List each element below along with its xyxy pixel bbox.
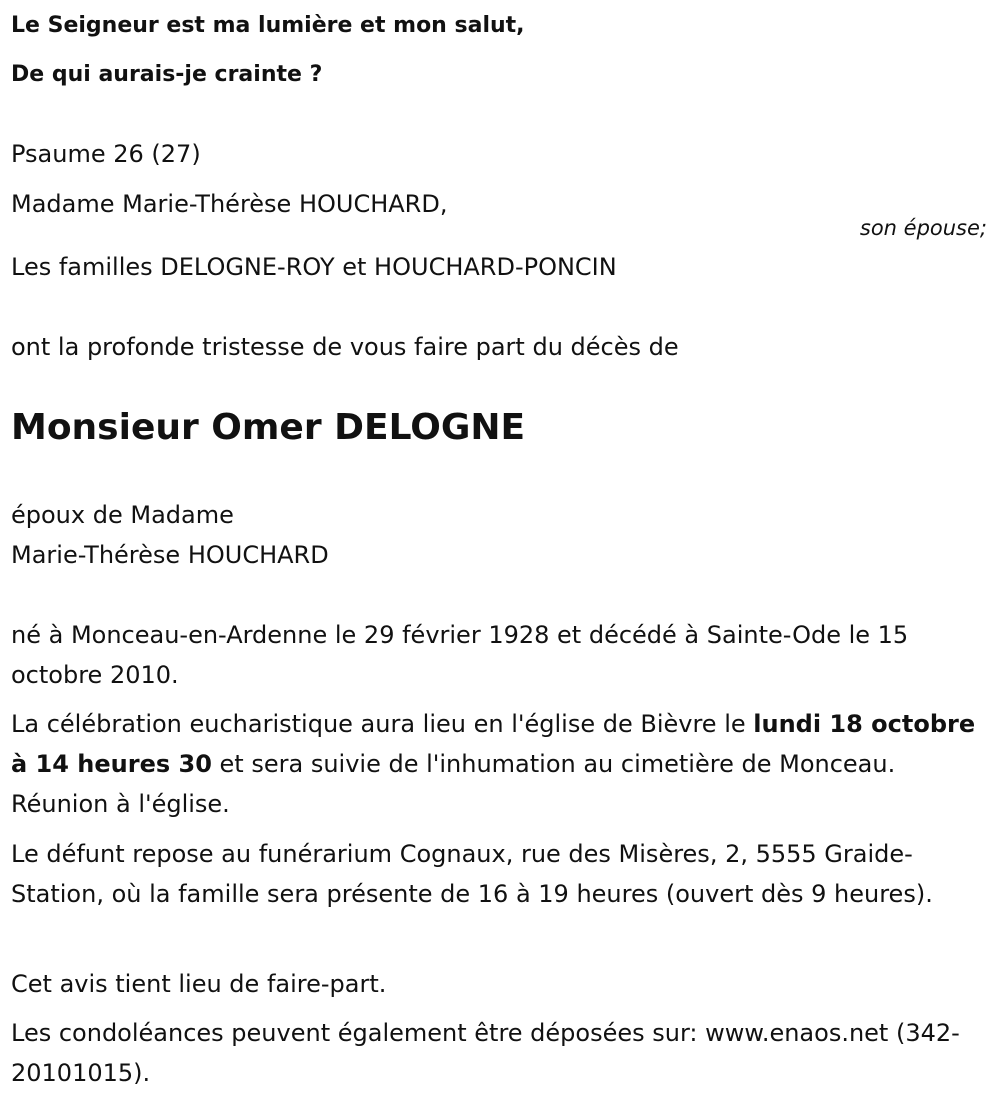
ceremony-paragraph: [11, 704, 991, 824]
ceremony-intro: La célébration eucharistique aura lieu en l'église de Bièvre le: [11, 710, 754, 738]
families-line: Les familles DELOGNE-ROY et HOUCHARD-PONCIN: [11, 253, 617, 281]
ceremony-outro: et sera suivie de l'inhumation au cimetière de Monceau. Réunion à l'église.: [11, 750, 896, 818]
spouse-of-line-2: Marie-Thérèse HOUCHARD: [11, 541, 329, 569]
epigraph-line-1: Le Seigneur est ma lumière et mon salut,: [11, 13, 525, 38]
psalm-reference: Psaume 26 (27): [11, 140, 201, 168]
epigraph-line-2: De qui aurais-je crainte ?: [11, 62, 323, 87]
spouse-role: son épouse;: [859, 216, 987, 240]
notice-paragraph: Cet avis tient lieu de faire-part.: [11, 970, 387, 998]
deceased-name: Monsieur Omer DELOGNE: [11, 407, 526, 448]
announcement-text: ont la profonde tristesse de vous faire part du décès de: [11, 333, 679, 361]
condolences-paragraph: Les condoléances peuvent également être déposées sur: www.enaos.net (342-20101015).: [11, 1019, 960, 1087]
funeral-home-paragraph: Le défunt repose au funérarium Cognaux, rue des Misères, 2, 5555 Graide-Station, où la famille sera présente de 16 à 19 heures (ouvert dès 9 heures).: [11, 840, 933, 908]
spouse-name: Madame Marie-Thérèse HOUCHARD,: [11, 190, 448, 218]
birth-death-paragraph: né à Monceau-en-Ardenne le 29 février 1928 et décédé à Sainte-Ode le 15 octobre 2010.: [11, 621, 909, 689]
ceremony-datetime: lundi 18 octobre à 14 heures 30: [11, 710, 976, 778]
spouse-of-line-1: époux de Madame: [11, 501, 234, 529]
